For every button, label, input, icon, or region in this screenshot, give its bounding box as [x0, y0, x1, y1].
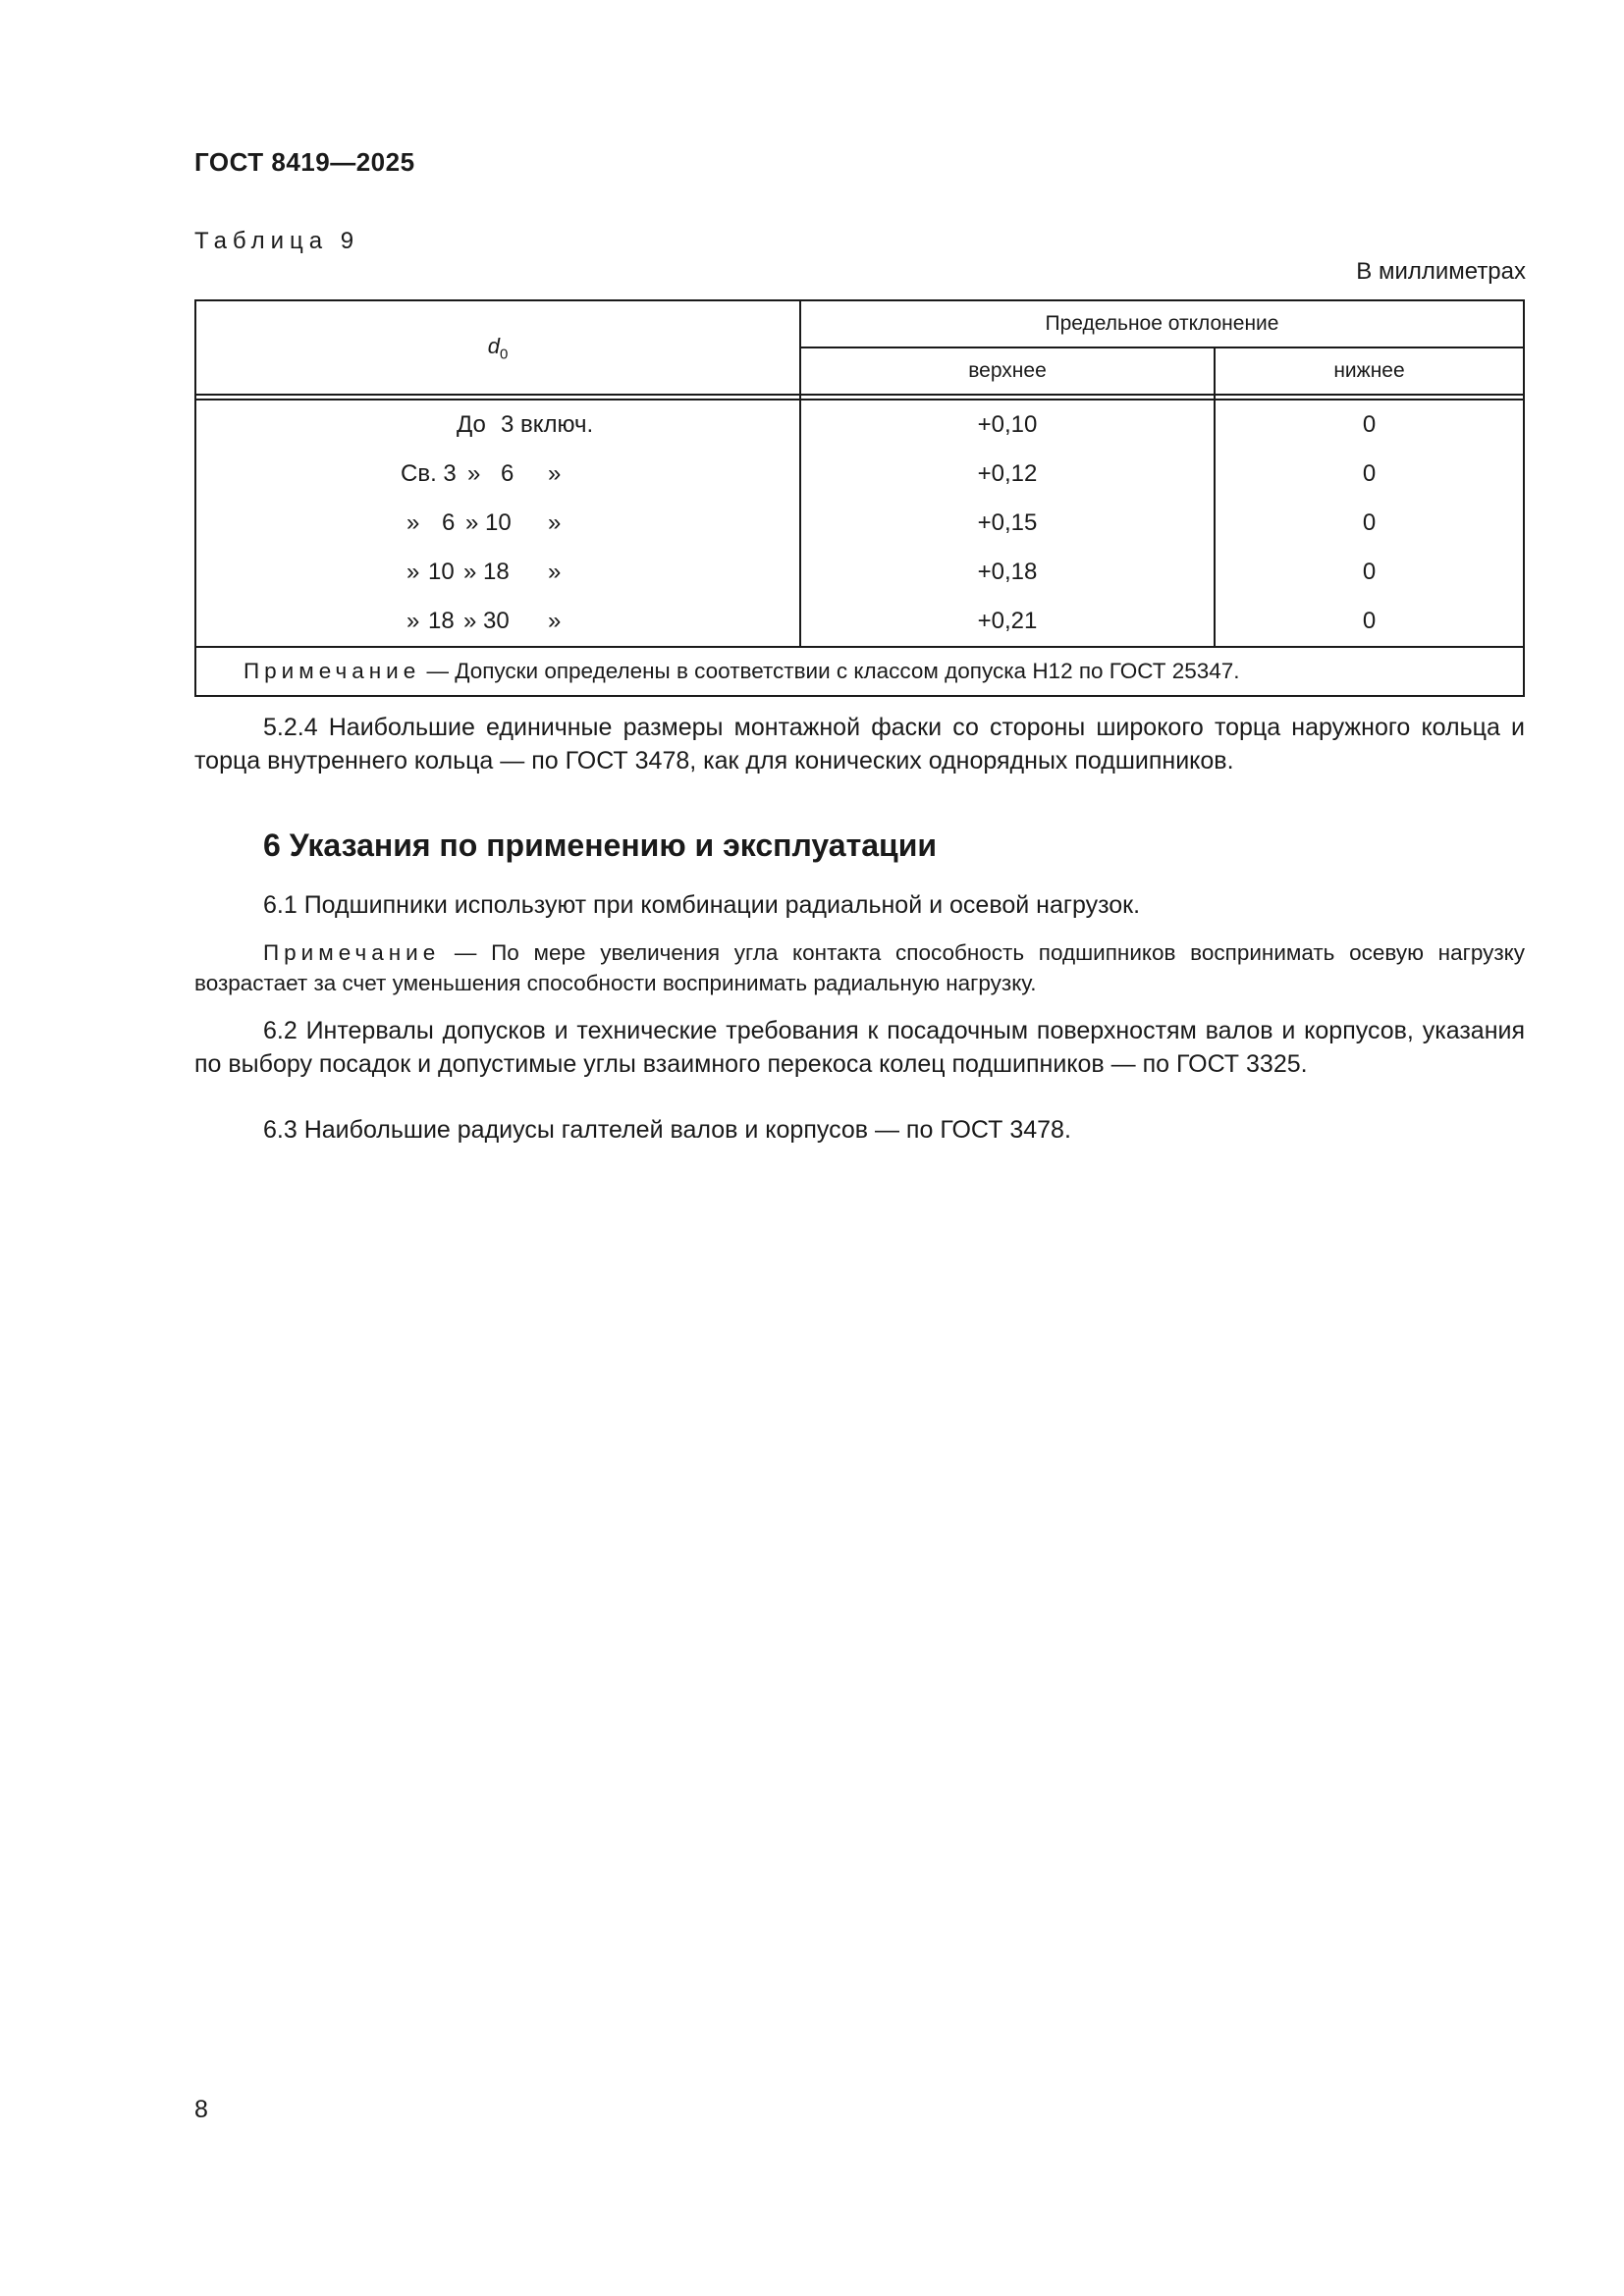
header-upper: верхнее — [800, 347, 1215, 395]
upper-value: +0,21 — [800, 597, 1215, 647]
table-caption: Таблица 9 — [194, 228, 360, 254]
table-row — [195, 548, 1524, 597]
table-row — [195, 450, 1524, 499]
paragraph-6-2: 6.2 Интервалы допусков и технические требования к посадочным поверхностям валов и корпусов, указания по выбору посадок и допустимые углы взаимного перекоса колец подшипников — по ГОСТ 3325. — [194, 1017, 1525, 1078]
table-note — [195, 647, 1524, 696]
range-cell: » 6 » 10 » — [195, 499, 800, 548]
document-header: ГОСТ 8419—2025 — [194, 147, 415, 177]
note-6-1 — [194, 937, 1525, 998]
table-note-label: Примечание — [244, 659, 421, 683]
upper-value: +0,10 — [800, 400, 1215, 450]
note-label: Примечание — [263, 940, 441, 965]
table-row — [195, 400, 1524, 450]
lower-value: 0 — [1362, 411, 1377, 438]
upper-value: +0,12 — [800, 450, 1215, 499]
lower-value: 0 — [1362, 509, 1377, 536]
table-row — [195, 499, 1524, 548]
table-note-text: — Допуски определены в соответствии с классом допуска H12 по ГОСТ 25347. — [420, 659, 1240, 683]
upper-value: +0,18 — [800, 548, 1215, 597]
upper-value: +0,15 — [800, 499, 1215, 548]
lower-value: 0 — [1362, 608, 1377, 634]
header-d0: $d_0$ — [195, 300, 800, 395]
table-units: В миллиметрах — [1356, 258, 1526, 285]
lower-value: 0 — [1362, 460, 1377, 487]
tolerance-table — [194, 299, 1525, 697]
note-text: — По мере увеличения угла контакта способность подшипников воспринимать осевую нагрузку возрастает за счет уменьшения способности воспринимать радиальную нагрузку. — [194, 940, 1525, 995]
table-row — [195, 597, 1524, 647]
header-lower: нижнее — [1333, 359, 1405, 382]
range-cell: » 18 » 30 » — [195, 597, 800, 647]
lower-value: 0 — [1362, 559, 1377, 585]
page-number: 8 — [194, 2096, 208, 2123]
paragraph-5-2-4: 5.2.4 Наибольшие единичные размеры монтажной фаски со стороны широкого торца наружного кольца и торца внутреннего кольца — по ГОСТ 3478, как для конических однорядных подшипников. — [194, 714, 1525, 774]
range-cell: До 3 включ. — [195, 400, 800, 450]
paragraph-6-1: 6.1 Подшипники используют при комбинации радиальной и осевой нагрузок. — [263, 891, 1141, 919]
header-deviation: Предельное отклонение — [800, 300, 1524, 347]
range-cell: » 10 » 18 » — [195, 548, 800, 597]
range-cell: Св. 3 » 6 » — [195, 450, 800, 499]
section-heading: 6 Указания по применению и эксплуатации — [263, 828, 938, 863]
paragraph-6-3: 6.3 Наибольшие радиусы галтелей валов и корпусов — по ГОСТ 3478. — [263, 1116, 1071, 1144]
